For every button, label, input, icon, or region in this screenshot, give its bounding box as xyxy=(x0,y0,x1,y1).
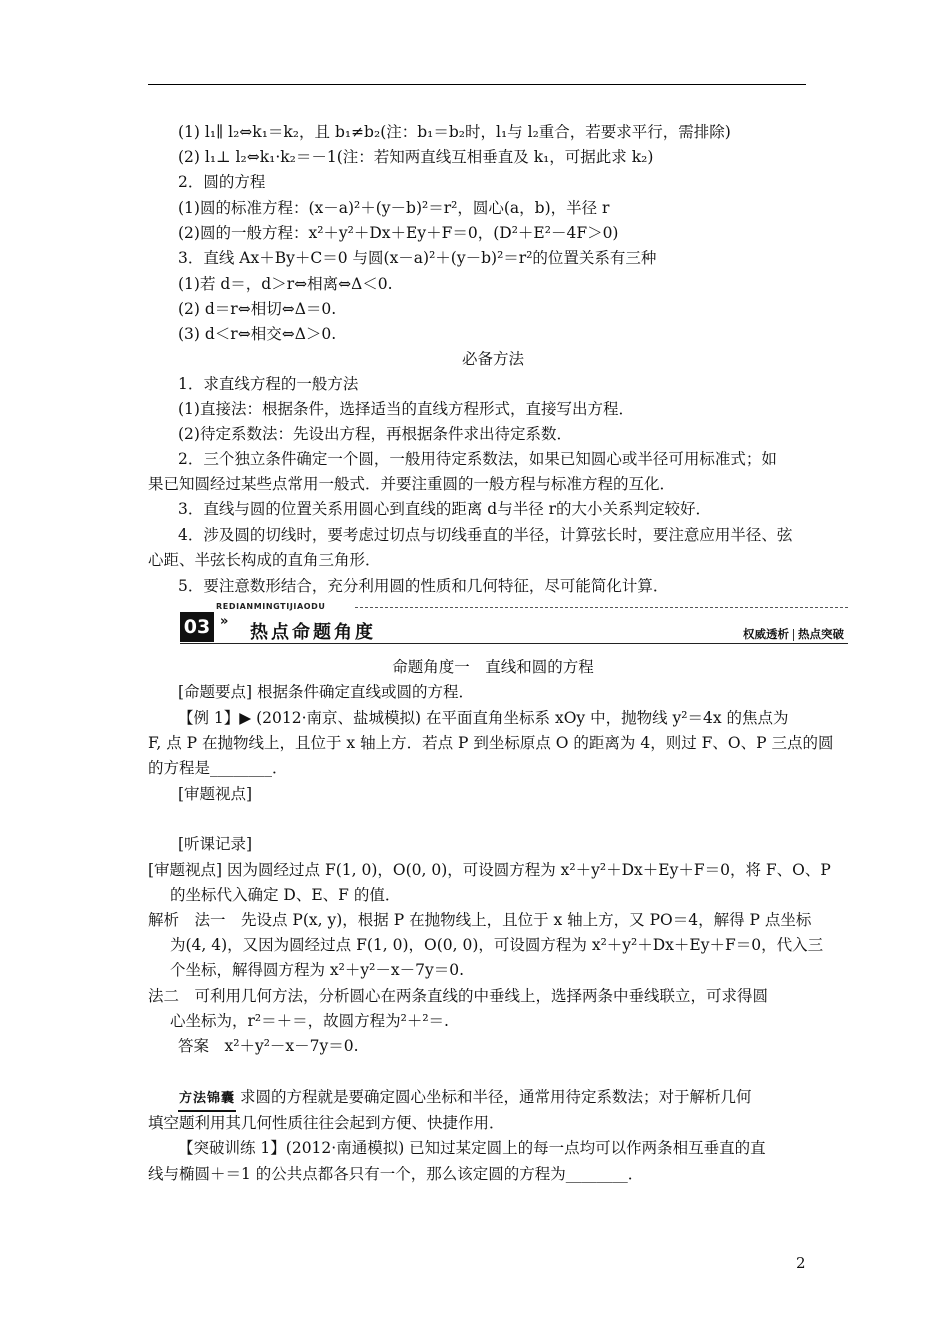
text-line: (1)圆的标准方程：(x－a)²＋(y－b)²＝r²，圆心(a，b)，半径 r xyxy=(178,199,610,217)
double-chevron-icon: » xyxy=(220,614,229,629)
text-line: [命题要点] 根据条件确定直线或圆的方程． xyxy=(178,683,475,701)
banner-tags xyxy=(743,626,844,642)
page-number: 2 xyxy=(796,1254,806,1272)
banner-dashed-rule xyxy=(355,607,848,608)
text-line: 个坐标，解得圆方程为 x²＋y²－x－7y＝0. xyxy=(170,961,465,979)
text-line: 3．直线与圆的位置关系用圆心到直线的距离 d与半径 r的大小关系判定较好． xyxy=(178,500,712,518)
tag-divider xyxy=(793,629,794,641)
text-line: 果已知圆经过某些点常用一般式．并要注重圆的一般方程与标准方程的互化． xyxy=(148,475,676,493)
text-line: (2) d＝r⇔相切⇔Δ＝0. xyxy=(178,300,337,318)
text-line: 2．圆的方程 xyxy=(178,173,266,191)
method-tip xyxy=(178,1086,752,1112)
method-tip-label: 方法锦囊 xyxy=(178,1088,236,1112)
text-line: 心距、半弦长构成的直角三角形． xyxy=(148,551,381,569)
example-line: 【例 1】▶ (2012·南京、盐城模拟) 在平面直角坐标系 xOy 中，抛物线 y²＝4x 的焦点为 xyxy=(178,709,789,727)
banner-tag: 权威透析 xyxy=(743,627,789,641)
text-line: (2)圆的一般方程：x²＋y²＋Dx＋Ey＋F＝0，(D²＋E²－4F＞0) xyxy=(178,224,619,242)
section-heading: 必备方法 xyxy=(461,350,524,368)
subsection-heading: 命题角度一 直线和圆的方程 xyxy=(392,658,594,676)
text-line: (1)若 d＝，d＞r⇔相离⇔Δ＜0. xyxy=(178,275,393,293)
text-line: 心坐标为，r²＝＋＝，故圆方程为²＋²＝. xyxy=(170,1012,449,1030)
top-rule xyxy=(148,84,806,85)
text-line: 的坐标代入确定 D、E、F 的值． xyxy=(170,886,401,904)
banner-subtitle: REDIANMINGTIJIAODU xyxy=(216,602,326,611)
text-line: 解析 法一 先设点 P(x, y)，根据 P 在抛物线上，且位于 x 轴上方，又 PO＝4，解得 P 点坐标 xyxy=(148,911,812,929)
text-line: [听课记录] xyxy=(178,835,253,853)
text-line: 填空题利用其几何性质往往会起到方便、快捷作用． xyxy=(148,1114,505,1132)
text-line: 法二 可利用几何方法，分析圆心在两条直线的中垂线上，选择两条中垂线联立，可求得圆 xyxy=(148,987,769,1005)
example-line: F, 点 P 在抛物线上，且位于 x 轴上方．若点 P 到坐标原点 O 的距离为 4，则过 F、O、P 三点的圆 xyxy=(148,734,834,752)
text-line: 4．涉及圆的切线时，要考虑过切点与切线垂直的半径，计算弦长时，要注意应用半径、弦 xyxy=(178,526,793,544)
exercise-line: 【突破训练 1】(2012·南通模拟) 已知过某定圆上的每一点均可以作两条相互垂直的直 xyxy=(178,1139,766,1157)
text-line: (1) l₁∥ l₂⇔k₁＝k₂，且 b₁≠b₂(注：b₁＝b₂时，l₁与 l₂重合，若要求平行，需排除) xyxy=(178,123,731,141)
text-line: 5．要注意数形结合，充分利用圆的性质和几何特征，尽可能简化计算． xyxy=(178,577,669,595)
banner-tag: 热点突破 xyxy=(798,627,844,641)
banner-title: 热点命题角度 xyxy=(250,622,376,643)
example-line: 的方程是________． xyxy=(148,759,288,777)
section-banner xyxy=(180,604,848,644)
text-line: (2)待定系数法：先设出方程，再根据条件求出待定系数． xyxy=(178,425,572,443)
text-line: (2) l₁⊥ l₂⇔k₁·k₂＝－1(注：若知两直线互相垂直及 k₁，可据此求 k₂) xyxy=(178,148,654,166)
method-tip-text: 求圆的方程就是要确定圆心坐标和半径，通常用待定系数法；对于解析几何 xyxy=(240,1088,752,1106)
text-line: [审题视点] 因为圆经过点 F(1, 0)，O(0, 0)，可设圆方程为 x²＋y²＋Dx＋Ey＋F＝0，将 F、O、P xyxy=(148,861,831,879)
exercise-line: 线与椭圆＋＝1 的公共点都各只有一个，那么该定圆的方程为________． xyxy=(148,1165,644,1183)
answer-line: 答案 x²＋y²－x－7y＝0. xyxy=(178,1037,359,1055)
text-line: [审题视点] xyxy=(178,785,253,803)
text-line: 为(4, 4)，又因为圆经过点 F(1, 0)，O(0, 0)，可设圆方程为 x²＋y²＋Dx＋Ey＋F＝0，代入三 xyxy=(170,936,824,954)
text-line: 2．三个独立条件确定一个圆，一般用待定系数法，如果已知圆心或半径可用标准式；如 xyxy=(178,450,777,468)
banner-bottom-rule xyxy=(180,643,848,644)
text-line: 3．直线 Ax＋By＋C＝0 与圆(x－a)²＋(y－b)²＝r²的位置关系有三种 xyxy=(178,249,657,267)
text-line: (1)直接法：根据条件，选择适当的直线方程形式，直接写出方程． xyxy=(178,400,634,418)
text-line: 1．求直线方程的一般方法 xyxy=(178,375,359,393)
banner-number: 03 xyxy=(180,612,214,642)
text-line: (3) d＜r⇔相交⇔Δ＞0. xyxy=(178,325,337,343)
